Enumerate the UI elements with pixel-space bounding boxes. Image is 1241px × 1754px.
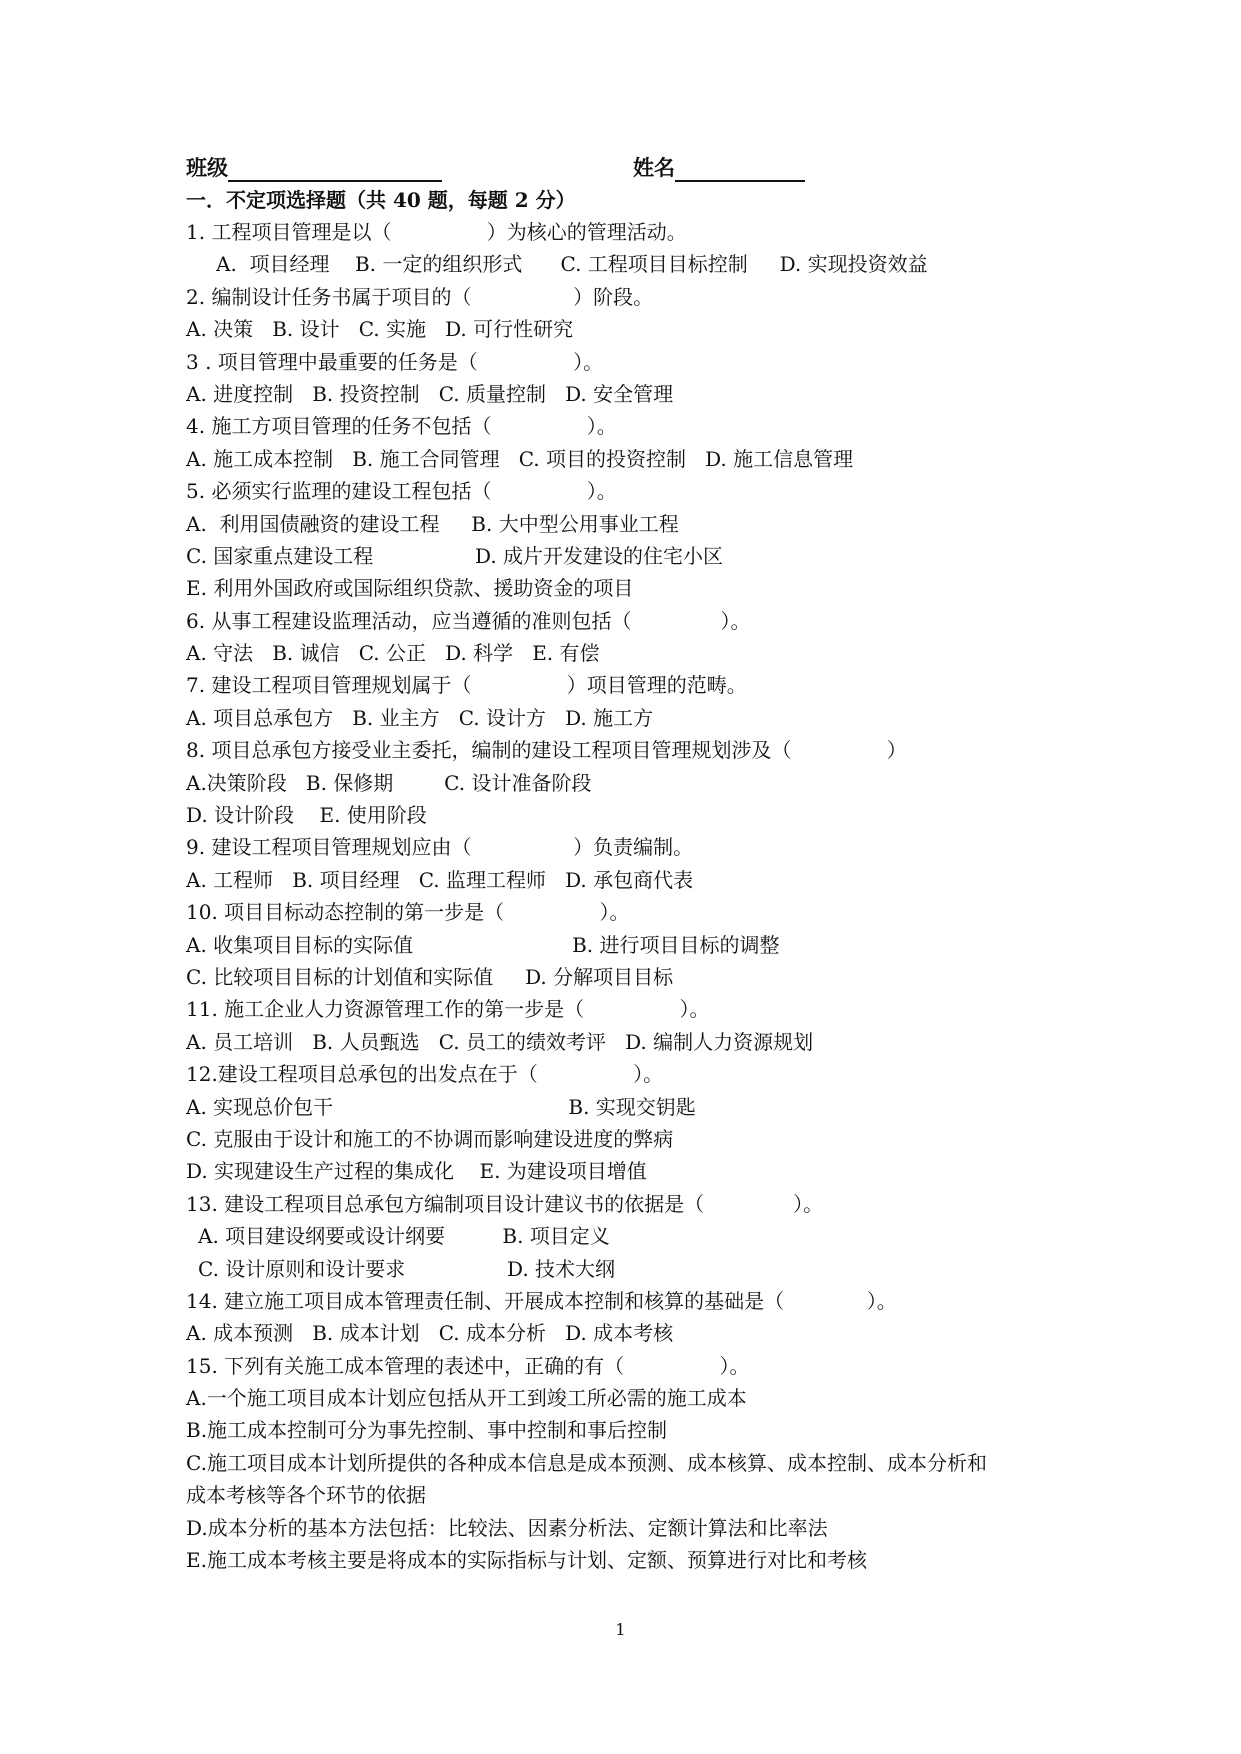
class-label: 班级 (186, 155, 228, 180)
question-line: 9. 建设工程项目管理规划应由（ ）负责编制。 (186, 835, 694, 860)
question-line: A. 收集项目目标的实际值 B. 进行项目目标的调整 (186, 932, 780, 957)
question-line: B.施工成本控制可分为事先控制、事中控制和事后控制 (186, 1418, 668, 1443)
question-line: 12.建设工程项目总承包的出发点在于（ ）。 (186, 1062, 664, 1087)
question-line: A. 施工成本控制 B. 施工合同管理 C. 项目的投资控制 D. 施工信息管理 (186, 446, 854, 471)
question-line: A. 成本预测 B. 成本计划 C. 成本分析 D. 成本考核 (186, 1321, 674, 1346)
question-line: 11. 施工企业人力资源管理工作的第一步是（ ）。 (186, 997, 710, 1022)
question-line: 7. 建设工程项目管理规划属于（ ）项目管理的范畴。 (186, 673, 747, 698)
question-line: A. 实现总价包干 B. 实现交钥匙 (186, 1094, 696, 1119)
question-line: E.施工成本考核主要是将成本的实际指标与计划、定额、预算进行对比和考核 (186, 1548, 867, 1573)
question-line: A. 进度控制 B. 投资控制 C. 质量控制 D. 安全管理 (186, 381, 674, 406)
question-line: 8. 项目总承包方接受业主委托，编制的建设工程项目管理规划涉及（ ） (186, 738, 907, 763)
question-line: A. 项目经理 B. 一定的组织形式 C. 工程项目目标控制 D. 实现投资效益 (216, 252, 928, 277)
question-line: C. 比较项目目标的计划值和实际值 D. 分解项目目标 (186, 964, 674, 989)
question-line: 10. 项目目标动态控制的第一步是（ ）。 (186, 900, 630, 925)
page-number: 1 (615, 1620, 626, 1639)
question-line: 6. 从事工程建设监理活动，应当遵循的准则包括（ ）。 (186, 608, 751, 633)
class-field (186, 152, 442, 182)
name-label: 姓名 (633, 155, 675, 180)
question-line: 2. 编制设计任务书属于项目的（ ）阶段。 (186, 284, 654, 309)
question-line: 3 . 项目管理中最重要的任务是（ ）。 (186, 349, 604, 374)
question-line: 14. 建立施工项目成本管理责任制、开展成本控制和核算的基础是（ ）。 (186, 1288, 897, 1313)
question-line: C. 国家重点建设工程 D. 成片开发建设的住宅小区 (186, 543, 724, 568)
name-field (633, 152, 805, 182)
student-info-header (186, 152, 1086, 186)
question-line: A. 项目总承包方 B. 业主方 C. 设计方 D. 施工方 (186, 705, 654, 730)
question-line: A. 项目建设纲要或设计纲要 B. 项目定义 (198, 1224, 610, 1249)
question-line: A. 守法 B. 诚信 C. 公正 D. 科学 E. 有偿 (186, 641, 600, 666)
question-line: A. 决策 B. 设计 C. 实施 D. 可行性研究 (186, 317, 574, 342)
question-line: D. 实现建设生产过程的集成化 E. 为建设项目增值 (186, 1159, 647, 1184)
question-line: 成本考核等各个环节的依据 (186, 1483, 426, 1508)
name-blank-line (675, 156, 805, 182)
question-list (186, 216, 1066, 1576)
question-line: 4. 施工方项目管理的任务不包括（ ）。 (186, 414, 617, 439)
question-line: A.决策阶段 B. 保修期 C. 设计准备阶段 (186, 770, 592, 795)
question-line: C. 设计原则和设计要求 D. 技术大纲 (198, 1256, 616, 1281)
question-line: A. 利用国债融资的建设工程 B. 大中型公用事业工程 (186, 511, 679, 536)
question-line: A. 工程师 B. 项目经理 C. 监理工程师 D. 承包商代表 (186, 867, 694, 892)
section-title: 一．不定项选择题（共 40 题，每题 2 分） (186, 188, 576, 212)
question-line: A.一个施工项目成本计划应包括从开工到竣工所必需的施工成本 (186, 1386, 747, 1411)
question-line: D. 设计阶段 E. 使用阶段 (186, 803, 427, 828)
question-line: A. 员工培训 B. 人员甄选 C. 员工的绩效考评 D. 编制人力资源规划 (186, 1029, 814, 1054)
question-line: E. 利用外国政府或国际组织贷款、援助资金的项目 (186, 576, 634, 601)
question-line: 5. 必须实行监理的建设工程包括（ ）。 (186, 479, 617, 504)
question-line: C. 克服由于设计和施工的不协调而影响建设进度的弊病 (186, 1126, 674, 1151)
question-line: 13. 建设工程项目总承包方编制项目设计建议书的依据是（ ）。 (186, 1191, 824, 1216)
question-line: C.施工项目成本计划所提供的各种成本信息是成本预测、成本核算、成本控制、成本分析和 (186, 1450, 987, 1475)
question-line: D.成本分析的基本方法包括：比较法、因素分析法、定额计算法和比率法 (186, 1515, 828, 1540)
question-line: 15. 下列有关施工成本管理的表述中，正确的有（ ）。 (186, 1353, 750, 1378)
question-line: 1. 工程项目管理是以（ ）为核心的管理活动。 (186, 220, 687, 244)
class-blank-line (228, 156, 442, 182)
